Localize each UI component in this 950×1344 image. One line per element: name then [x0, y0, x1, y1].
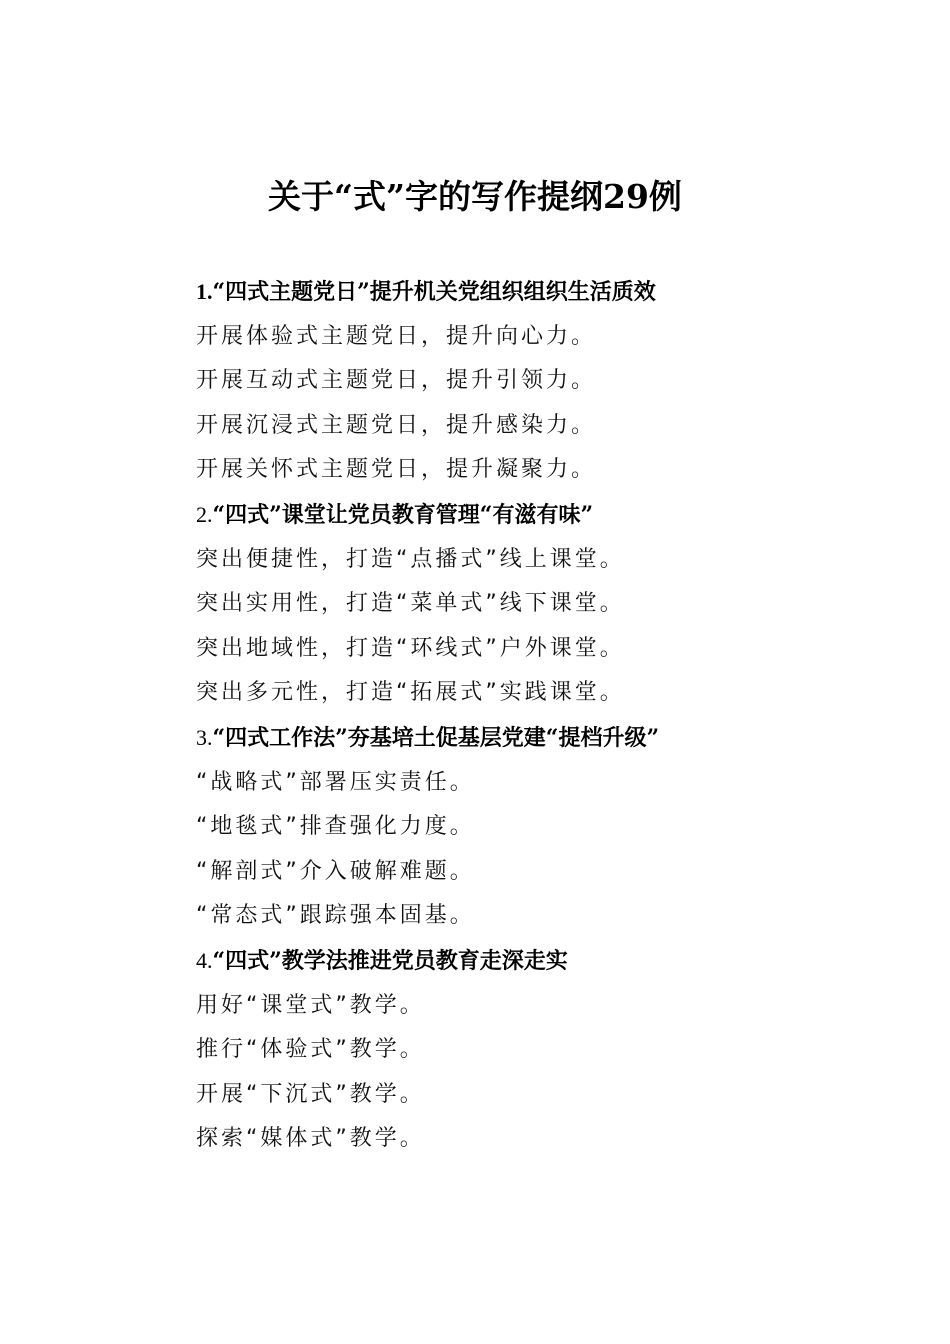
section-heading-text: “四式工作法”夯基培土促基层党建“提档升级”	[212, 724, 660, 751]
list-item: 探索“媒体式”教学。	[196, 1126, 425, 1152]
document-body	[196, 270, 876, 1162]
list-item: 突出多元性，打造“拓展式”实践课堂。	[196, 680, 625, 706]
document-title: 关于“式”字的写作提纲29例	[268, 177, 682, 216]
list-item: 开展沉浸式主题党日，提升感染力。	[196, 412, 597, 438]
list-item: “地毯式”排查强化力度。	[196, 814, 475, 840]
list-item: “战略式”部署压实责任。	[196, 769, 475, 795]
list-item: 突出便捷性，打造“点播式”线上课堂。	[196, 546, 625, 572]
list-item: “解剖式”介入破解难题。	[196, 858, 475, 884]
section-heading-text: “四式主题党日”提升机关党组织组织生活质效	[212, 279, 656, 305]
list-item: 突出地域性，打造“环线式”户外课堂。	[196, 635, 625, 661]
list-item: 推行“体验式”教学。	[196, 1037, 425, 1063]
section-heading-text: “四式”教学法推进党员教育走深走实	[212, 947, 568, 974]
list-item: 开展互动式主题党日，提升引领力。	[196, 368, 597, 394]
list-item: “常态式”跟踪强本固基。	[196, 903, 475, 929]
section-heading	[196, 270, 876, 315]
section-heading-text: “四式”课堂让党员教育管理“有滋有味”	[212, 501, 594, 528]
list-item: 用好“课堂式”教学。	[196, 992, 425, 1018]
list-item: 开展关怀式主题党日，提升凝聚力。	[196, 457, 597, 483]
list-item: 开展体验式主题党日，提升向心力。	[196, 323, 597, 349]
section-number: 2.	[196, 501, 213, 527]
section-heading	[196, 939, 876, 984]
list-item: 突出实用性，打造“菜单式”线下课堂。	[196, 591, 625, 617]
section-number: 1.	[196, 279, 213, 304]
section-number: 4.	[196, 947, 213, 973]
section-heading	[196, 493, 876, 538]
list-item: 开展“下沉式”教学。	[196, 1081, 425, 1107]
section-number: 3.	[196, 724, 213, 750]
section-heading	[196, 716, 876, 761]
